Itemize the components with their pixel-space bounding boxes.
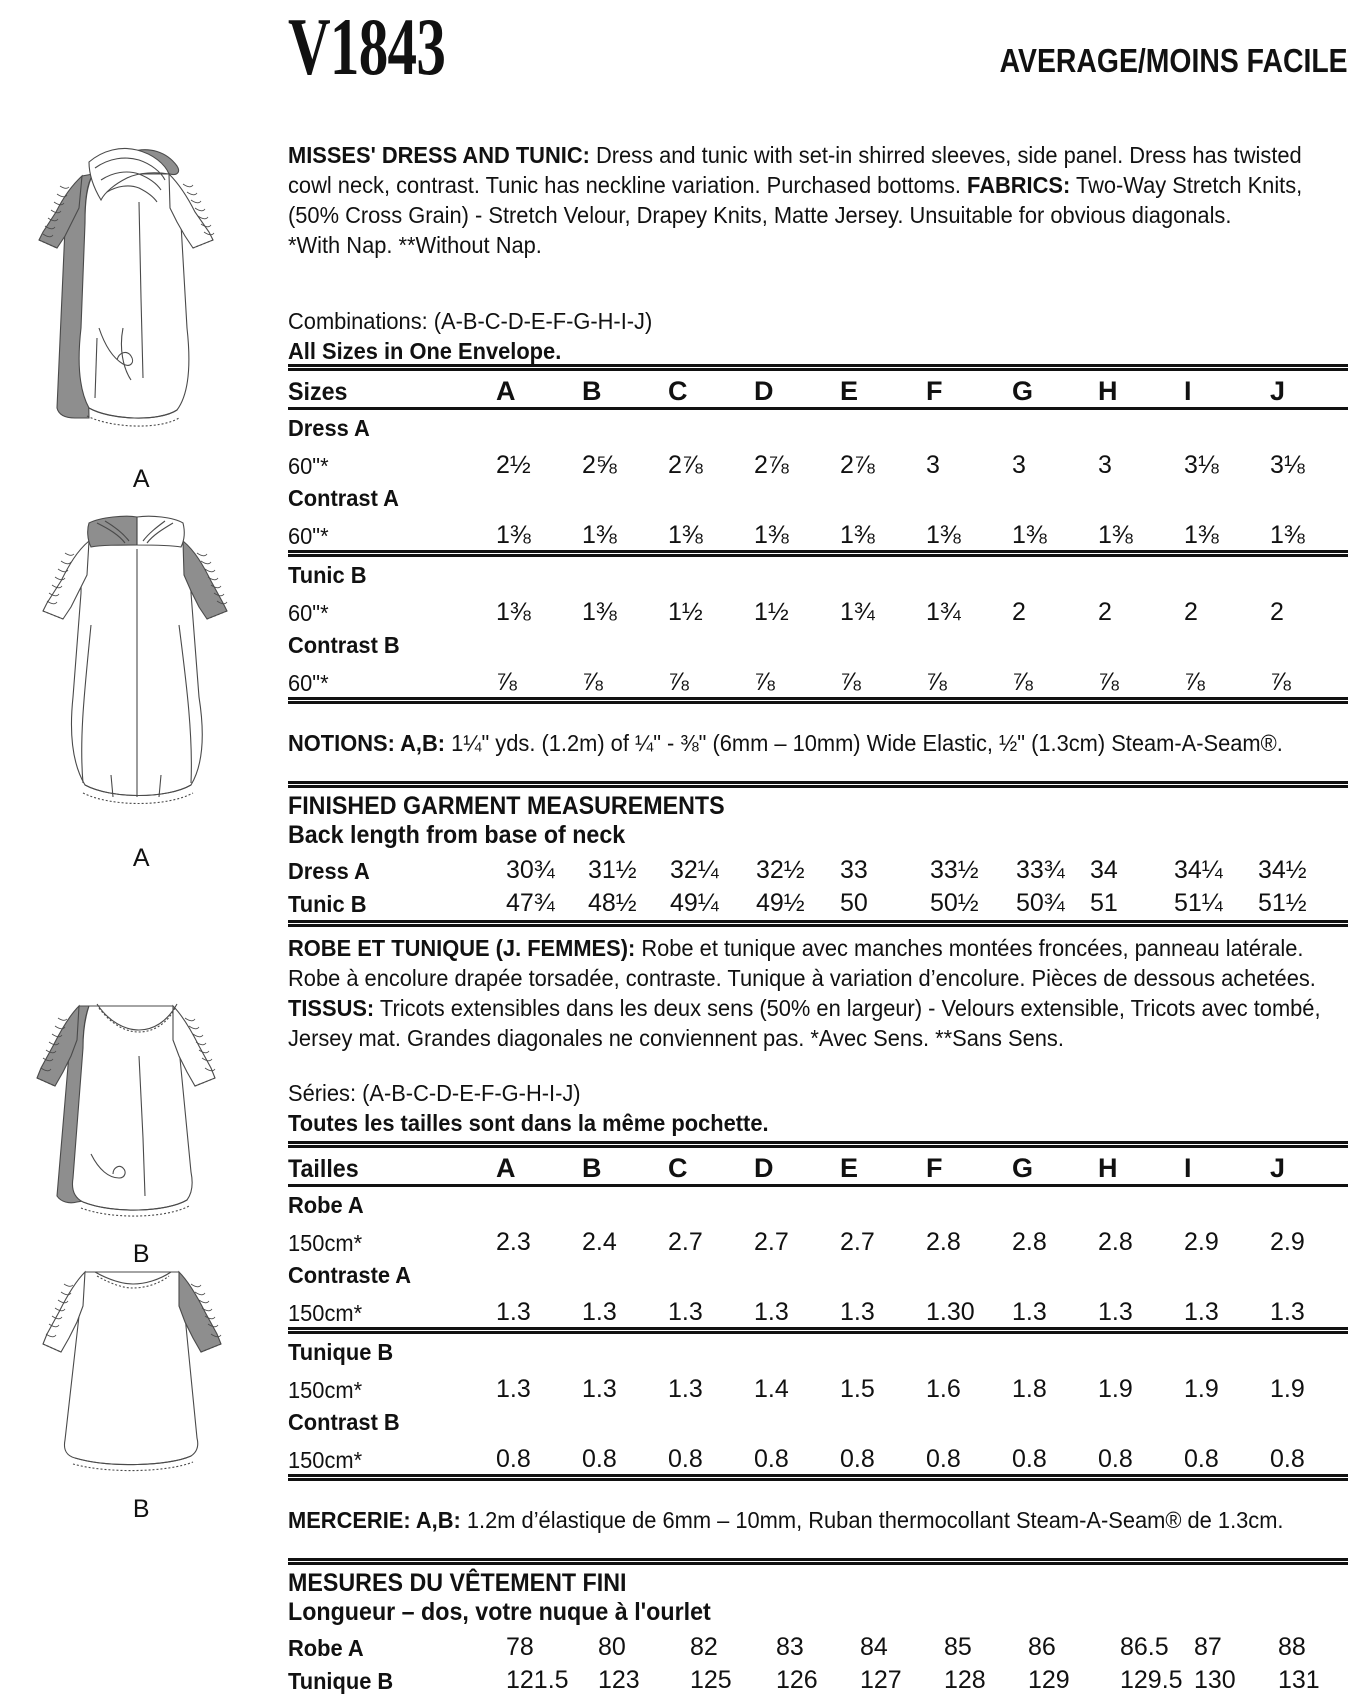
french-fgm-row-title-tunique-b: Tunique B: [288, 1668, 394, 1694]
cell: 1.9: [1098, 1375, 1133, 1403]
cell: 2⅝: [582, 451, 617, 479]
cell: 123: [598, 1666, 640, 1694]
cell: 51¼: [1174, 889, 1223, 917]
cell: 50½: [930, 889, 979, 917]
cell: 0.8: [1098, 1445, 1133, 1473]
cell: 2: [1098, 598, 1112, 626]
cell: 1⅜: [840, 521, 875, 549]
english-group-tunic-b: [288, 557, 1348, 697]
french-group-robe-a: [288, 1187, 1348, 1327]
cell: 1.3: [840, 1298, 875, 1326]
table-row: [288, 659, 1348, 697]
cell: 49½: [756, 889, 805, 917]
cell: 33½: [930, 856, 979, 884]
row-width-tunic-b: 60"*: [288, 600, 329, 626]
illustration-label: A: [132, 844, 151, 872]
french-description-label: ROBE ET TUNIQUE (J. FEMMES):: [288, 935, 636, 961]
cell: ⅞: [926, 668, 947, 696]
col-header-h: H: [1098, 1153, 1118, 1183]
cell: 2½: [496, 451, 531, 479]
illustration-label: B: [132, 1495, 151, 1523]
french-sizes-label: Tailles: [288, 1155, 359, 1183]
row-width-contrast-b-fr: 150cm*: [288, 1447, 363, 1473]
cell: ⅞: [840, 668, 861, 696]
cell: 0.8: [1270, 1445, 1305, 1473]
table-row: [288, 557, 1348, 589]
cell: 1.3: [1270, 1298, 1305, 1326]
cell: 2.7: [840, 1228, 875, 1256]
cell: 1⅜: [582, 598, 617, 626]
col-header-e: E: [840, 1153, 859, 1183]
cell: 1⅜: [1270, 521, 1305, 549]
tunic-b-back-drawing: [27, 1258, 257, 1493]
cell: 1.3: [668, 1375, 703, 1403]
cell: 1.3: [582, 1375, 617, 1403]
cell: 88: [1278, 1633, 1306, 1661]
english-group-dress-a: [288, 410, 1348, 550]
table-row: [288, 1404, 1348, 1436]
french-description: [288, 933, 1348, 1053]
cell: 1.3: [582, 1298, 617, 1326]
row-width-contrast-b: 60"*: [288, 670, 329, 696]
french-all-sizes-line: Toutes les tailles sont dans la même pochette.: [288, 1110, 769, 1136]
illustration-tunic-b-front: [0, 978, 283, 1269]
col-header-j: J: [1270, 376, 1286, 406]
row-title-tunique-b: Tunique B: [288, 1339, 394, 1365]
cell: 34: [1090, 856, 1118, 884]
cell: 50¾: [1016, 889, 1065, 917]
row-width-robe-a: 150cm*: [288, 1230, 363, 1256]
cell: ⅞: [582, 668, 603, 696]
cell: 129: [1028, 1666, 1070, 1694]
cell: 2: [1012, 598, 1026, 626]
cell: 1.3: [1012, 1298, 1047, 1326]
english-notions-label: NOTIONS: A,B:: [288, 729, 446, 756]
cell: 1.5: [840, 1375, 875, 1403]
english-yardage-table: [288, 371, 1348, 407]
row-width-tunique-b: 150cm*: [288, 1377, 363, 1403]
french-fgm-rule-top: [288, 1558, 1348, 1565]
col-header-h: H: [1098, 376, 1118, 406]
cell: 1⅜: [582, 521, 617, 549]
french-table-rule-mid: [288, 1327, 1348, 1334]
col-header-i: I: [1184, 376, 1192, 406]
cell: ⅞: [1184, 668, 1205, 696]
french-series-line: Séries: (A-B-C-D-E-F-G-H-I-J): [288, 1080, 581, 1106]
table-header-row: [288, 371, 1348, 407]
cell: 0.8: [926, 1445, 961, 1473]
col-header-f: F: [926, 376, 943, 406]
french-table-rule-bottom: [288, 1474, 1348, 1481]
french-fgm-title: MESURES DU VÊTEMENT FINI: [288, 1569, 627, 1597]
cell: 1.3: [496, 1375, 531, 1403]
cell: 87: [1194, 1633, 1222, 1661]
combinations-line: Combinations: (A-B-C-D-E-F-G-H-I-J): [288, 308, 653, 334]
cell: 83: [776, 1633, 804, 1661]
table-row: [288, 1629, 1348, 1662]
table-row: [288, 1334, 1348, 1366]
cell: ⅞: [496, 668, 517, 696]
cell: 1.8: [1012, 1375, 1047, 1403]
cell: 1¾: [926, 598, 961, 626]
french-yardage-table: [288, 1148, 1348, 1184]
english-description-label: MISSES' DRESS AND TUNIC:: [288, 142, 590, 168]
english-description: [288, 140, 1348, 230]
fgm-row-title-tunic-b: Tunic B: [288, 891, 367, 917]
cell: 1.6: [926, 1375, 961, 1403]
cell: 2: [1184, 598, 1198, 626]
french-fgm-table: [288, 1629, 1348, 1695]
cell: 0.8: [754, 1445, 789, 1473]
col-header-g: G: [1012, 1153, 1034, 1183]
cell: 51½: [1258, 889, 1307, 917]
cell: 1.30: [926, 1298, 975, 1326]
cell: 78: [506, 1633, 534, 1661]
table-row: [288, 627, 1348, 659]
difficulty-level: AVERAGE/MOINS FACILE: [1000, 42, 1348, 79]
row-title-contrast-b: Contrast B: [288, 632, 400, 658]
dress-a-back-drawing: [27, 497, 257, 842]
english-notions: [288, 728, 1348, 758]
table-rule-bottom: [288, 697, 1348, 704]
cell: 32¼: [670, 856, 719, 884]
cell: 127: [860, 1666, 902, 1694]
fgm-row-title-dress-a: Dress A: [288, 858, 370, 884]
cell: 2.8: [1098, 1228, 1133, 1256]
table-row: [288, 480, 1348, 512]
cell: 30¾: [506, 856, 555, 884]
english-fgm-subtitle: Back length from base of neck: [288, 821, 626, 849]
cell: 129.5: [1120, 1666, 1183, 1694]
cell: 1⅜: [926, 521, 961, 549]
col-header-a: A: [496, 1153, 516, 1183]
cell: ⅞: [1012, 668, 1033, 696]
col-header-e: E: [840, 376, 859, 406]
table-row: [288, 1366, 1348, 1404]
illustration-dress-a-front: [0, 128, 283, 494]
english-fgm-block: [288, 792, 1348, 918]
english-fabrics-label: FABRICS:: [967, 172, 1071, 198]
cell: 1.3: [668, 1298, 703, 1326]
illustration-tunic-b-back: [0, 1258, 283, 1524]
french-group-tunique-b: [288, 1334, 1348, 1474]
table-row: [288, 512, 1348, 550]
fgm-rule-top: [288, 781, 1348, 788]
cell: 1.3: [1184, 1298, 1219, 1326]
table-row: [288, 442, 1348, 480]
row-width-contrast-a: 60"*: [288, 523, 329, 549]
table-row: [288, 1436, 1348, 1474]
col-header-d: D: [754, 376, 774, 406]
cell: ⅞: [754, 668, 775, 696]
cell: 34½: [1258, 856, 1307, 884]
table-row: [288, 852, 1348, 885]
col-header-f: F: [926, 1153, 943, 1183]
cell: 0.8: [840, 1445, 875, 1473]
english-fabrics-text: Two-Way Stretch Knits, (50% Cross Grain) - Stretch Velour, Drapey Knits, Matte Jersey. Unsuitable for obvious diagonals.: [288, 172, 1303, 228]
illustration-column: [0, 0, 283, 1533]
cell: 86.5: [1120, 1633, 1169, 1661]
cell: 130: [1194, 1666, 1236, 1694]
col-header-i: I: [1184, 1153, 1192, 1183]
french-notions-label: MERCERIE: A,B:: [288, 1506, 461, 1533]
sizes-label: Sizes: [288, 378, 348, 406]
french-notions-block: [288, 1505, 1348, 1535]
table-row: [288, 1289, 1348, 1327]
cell: 1¾: [840, 598, 875, 626]
cell: 1.9: [1184, 1375, 1219, 1403]
french-fgm-subtitle: Longueur – dos, votre nuque à l'ourlet: [288, 1598, 711, 1626]
all-sizes-line: All Sizes in One Envelope.: [288, 338, 562, 364]
row-width-dress-a: 60"*: [288, 453, 329, 479]
illustration-label: B: [132, 1240, 151, 1268]
english-yardage-table-wrap: [288, 364, 1348, 1695]
cell: 0.8: [1012, 1445, 1047, 1473]
col-header-g: G: [1012, 376, 1034, 406]
cell: 1.3: [496, 1298, 531, 1326]
cell: 2.9: [1270, 1228, 1305, 1256]
table-row: [288, 589, 1348, 627]
cell: 1½: [668, 598, 703, 626]
french-series-block: [288, 1078, 1348, 1138]
table-row: [288, 1257, 1348, 1289]
cell: 0.8: [1184, 1445, 1219, 1473]
cell: 2.3: [496, 1228, 531, 1256]
content-column: [288, 0, 1348, 1694]
tunic-b-front-drawing: [27, 978, 257, 1238]
cell: 1⅜: [496, 598, 531, 626]
row-title-tunic-b: Tunic B: [288, 562, 367, 588]
cell: 0.8: [496, 1445, 531, 1473]
cell: 3: [1012, 451, 1026, 479]
illustration-dress-a-back: [0, 497, 283, 873]
french-fgm-row-title-robe-a: Robe A: [288, 1635, 364, 1661]
cell: 131: [1278, 1666, 1320, 1694]
col-header-c: C: [668, 1153, 688, 1183]
header: [288, 0, 1348, 110]
cell: 128: [944, 1666, 986, 1694]
cell: 1.4: [754, 1375, 789, 1403]
cell: 125: [690, 1666, 732, 1694]
english-fgm-title: FINISHED GARMENT MEASUREMENTS: [288, 792, 725, 820]
cell: ⅞: [668, 668, 689, 696]
cell: 2.9: [1184, 1228, 1219, 1256]
french-description-block: [288, 933, 1348, 1053]
english-combinations-block: [288, 306, 1348, 366]
col-header-j: J: [1270, 1153, 1286, 1183]
cell: 33¾: [1016, 856, 1065, 884]
row-title-contraste-a: Contraste A: [288, 1262, 412, 1288]
cell: 2.4: [582, 1228, 617, 1256]
table-row: [288, 885, 1348, 918]
table-row: [288, 1662, 1348, 1695]
cell: 86: [1028, 1633, 1056, 1661]
cell: 2: [1270, 598, 1284, 626]
row-title-contrast-a: Contrast A: [288, 485, 399, 511]
cell: 2.7: [754, 1228, 789, 1256]
french-table-rule-top: [288, 1141, 1348, 1148]
cell: 0.8: [668, 1445, 703, 1473]
table-row: [288, 1219, 1348, 1257]
cell: 1⅜: [668, 521, 703, 549]
english-description-text: Dress and tunic with set-in shirred sleeves, side panel. Dress has twisted cowl neck, contrast. Tunic has neckline variation. Purchased bottoms.: [288, 142, 1302, 198]
french-fgm-block: [288, 1569, 1348, 1695]
table-rule-mid: [288, 550, 1348, 557]
cell: 3⅛: [1270, 451, 1305, 479]
nap-note: *With Nap. **Without Nap.: [288, 232, 542, 258]
table-row: [288, 1187, 1348, 1219]
cell: 31½: [588, 856, 637, 884]
cell: 33: [840, 856, 868, 884]
cell: 1.3: [1098, 1298, 1133, 1326]
cell: 3: [926, 451, 940, 479]
cell: 1⅜: [1098, 521, 1133, 549]
cell: 3: [1098, 451, 1112, 479]
cell: 2.8: [1012, 1228, 1047, 1256]
cell: 50: [840, 889, 868, 917]
row-width-contraste-a: 150cm*: [288, 1300, 363, 1326]
cell: 1⅜: [1012, 521, 1047, 549]
cell: 2.7: [668, 1228, 703, 1256]
cell: 47¾: [506, 889, 555, 917]
col-header-a: A: [496, 376, 516, 406]
col-header-b: B: [582, 376, 602, 406]
row-title-contrast-b-fr: Contrast B: [288, 1409, 400, 1435]
cell: 51: [1090, 889, 1118, 917]
cell: 121.5: [506, 1666, 569, 1694]
english-fgm-table: [288, 852, 1348, 918]
illustration-label: A: [132, 465, 151, 493]
table-row: [288, 410, 1348, 442]
cell: 3⅛: [1184, 451, 1219, 479]
cell: 85: [944, 1633, 972, 1661]
cell: 1⅜: [1184, 521, 1219, 549]
col-header-c: C: [668, 376, 688, 406]
cell: 82: [690, 1633, 718, 1661]
french-fabrics-text: Tricots extensibles dans les deux sens (50% en largeur) - Velours extensible, Tricots avec tombé, Jersey mat. Grandes diagonales ne conviennent pas. *Avec Sens. **Sans Sens.: [288, 995, 1321, 1051]
cell: 1.3: [754, 1298, 789, 1326]
french-rule-top: [288, 920, 1348, 927]
cell: 2⅞: [840, 451, 875, 479]
cell: 48½: [588, 889, 637, 917]
english-notions-text: 1¼" yds. (1.2m) of ¼" - ⅜" (6mm – 10mm) Wide Elastic, ½" (1.3cm) Steam-A-Seam®.: [445, 729, 1283, 756]
cell: 32½: [756, 856, 805, 884]
cell: ⅞: [1270, 668, 1291, 696]
french-notions: [288, 1505, 1348, 1535]
cell: 2⅞: [668, 451, 703, 479]
cell: 2.8: [926, 1228, 961, 1256]
cell: 49¼: [670, 889, 719, 917]
table-header-row: [288, 1148, 1348, 1184]
cell: 1⅜: [754, 521, 789, 549]
cell: ⅞: [1098, 668, 1119, 696]
french-description-text: Robe et tunique avec manches montées froncées, panneau latérale. Robe à encolure drapée torsadée, contraste. Tunique à variation d’encolure. Pièces de dessous achetées.: [288, 935, 1316, 991]
cell: 84: [860, 1633, 888, 1661]
pattern-number: V1843: [288, 1, 446, 92]
cell: 0.8: [582, 1445, 617, 1473]
row-title-dress-a: Dress A: [288, 415, 370, 441]
french-fabrics-label: TISSUS:: [288, 995, 375, 1021]
col-header-b: B: [582, 1153, 602, 1183]
cell: 1⅜: [496, 521, 531, 549]
cell: 1½: [754, 598, 789, 626]
cell: 2⅞: [754, 451, 789, 479]
dress-a-front-drawing: [27, 128, 257, 463]
english-description-block: [288, 140, 1348, 260]
english-notions-block: [288, 728, 1348, 758]
cell: 80: [598, 1633, 626, 1661]
cell: 34¼: [1174, 856, 1223, 884]
table-rule-top: [288, 364, 1348, 371]
row-title-robe-a: Robe A: [288, 1192, 364, 1218]
cell: 126: [776, 1666, 818, 1694]
french-notions-text: 1.2m d’élastique de 6mm – 10mm, Ruban thermocollant Steam-A-Seam® de 1.3cm.: [460, 1506, 1284, 1533]
col-header-d: D: [754, 1153, 774, 1183]
cell: 1.9: [1270, 1375, 1305, 1403]
